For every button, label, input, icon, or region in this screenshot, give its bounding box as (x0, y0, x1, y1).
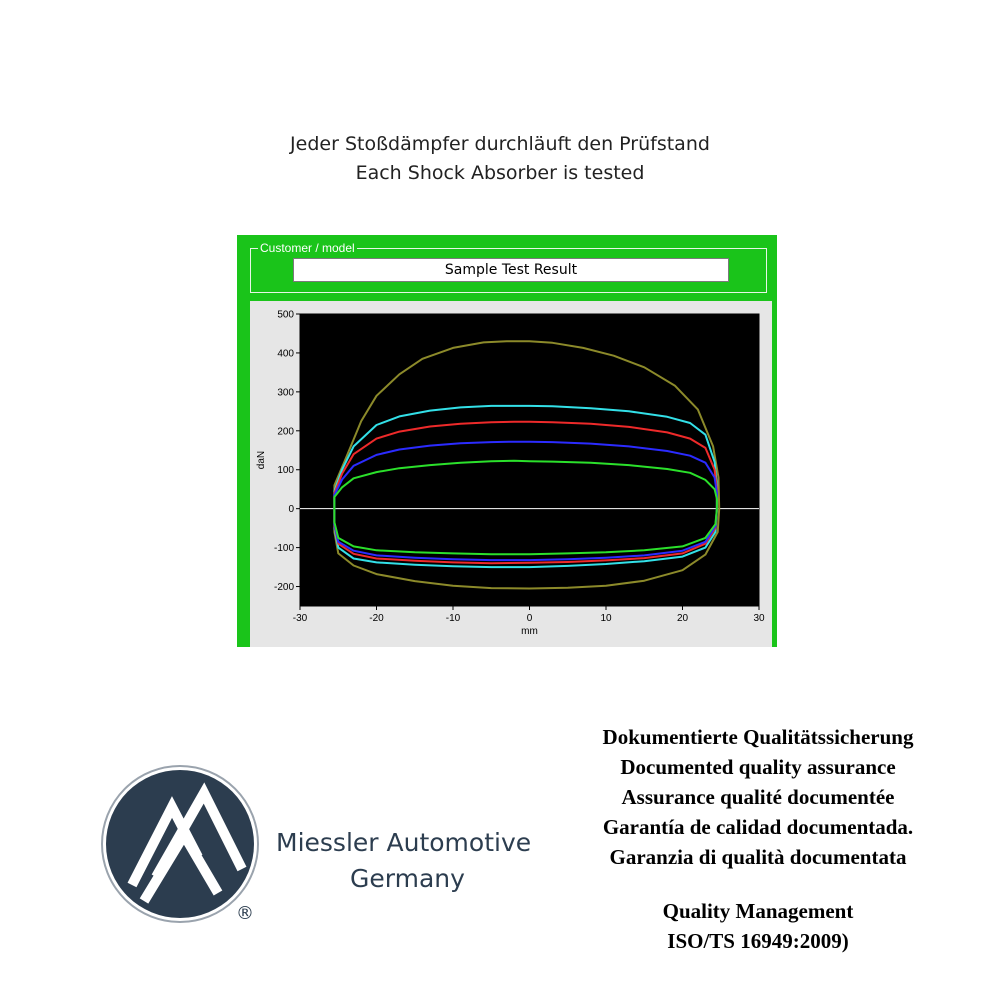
quality-line-en: Documented quality assurance (620, 755, 896, 779)
x-tick-label: 10 (600, 613, 612, 624)
quality-line-it: Garanzia di qualità documentata (609, 845, 907, 869)
y-tick-label: -200 (273, 582, 294, 594)
y-axis-label: daN (256, 450, 267, 470)
force-displacement-chart (250, 301, 772, 647)
quality-line-de: Dokumentierte Qualitätssicherung (602, 725, 914, 749)
x-tick-label: 20 (676, 613, 689, 624)
customer-model-field[interactable]: Sample Test Result (293, 258, 729, 282)
x-tick-label: -20 (369, 613, 384, 624)
customer-model-label: Customer / model (260, 241, 355, 255)
y-tick-label: -100 (273, 543, 294, 555)
customer-model-group (250, 241, 767, 293)
y-tick-label: 300 (277, 387, 294, 399)
y-tick-label: 100 (277, 465, 294, 477)
x-tick-label: 0 (526, 613, 533, 624)
heading-english: Each Shock Absorber is tested (355, 162, 645, 184)
quality-management-title: Quality Management (662, 899, 854, 923)
quality-line-fr: Assurance qualité documentée (621, 785, 895, 809)
quality-management-standard: ISO/TS 16949:2009) (667, 929, 849, 953)
brand-country: Germany (350, 864, 465, 893)
y-tick-label: 0 (288, 504, 294, 516)
test-result-panel (237, 235, 777, 647)
brand-name: Miessler Automotive (276, 828, 532, 857)
y-tick-label: 500 (277, 309, 294, 321)
y-tick-label: 200 (277, 426, 294, 438)
x-tick-label: -30 (292, 613, 308, 624)
plot-area (250, 301, 772, 647)
registered-mark: ® (236, 903, 254, 924)
x-tick-label: 30 (753, 613, 765, 624)
heading-german: Jeder Stoßdämpfer durchläuft den Prüfstand (290, 133, 710, 155)
x-tick-label: -10 (445, 613, 461, 624)
y-tick-label: 400 (277, 348, 294, 360)
quality-line-es: Garantía de calidad documentada. (602, 815, 914, 839)
x-axis-label: mm (521, 626, 538, 637)
